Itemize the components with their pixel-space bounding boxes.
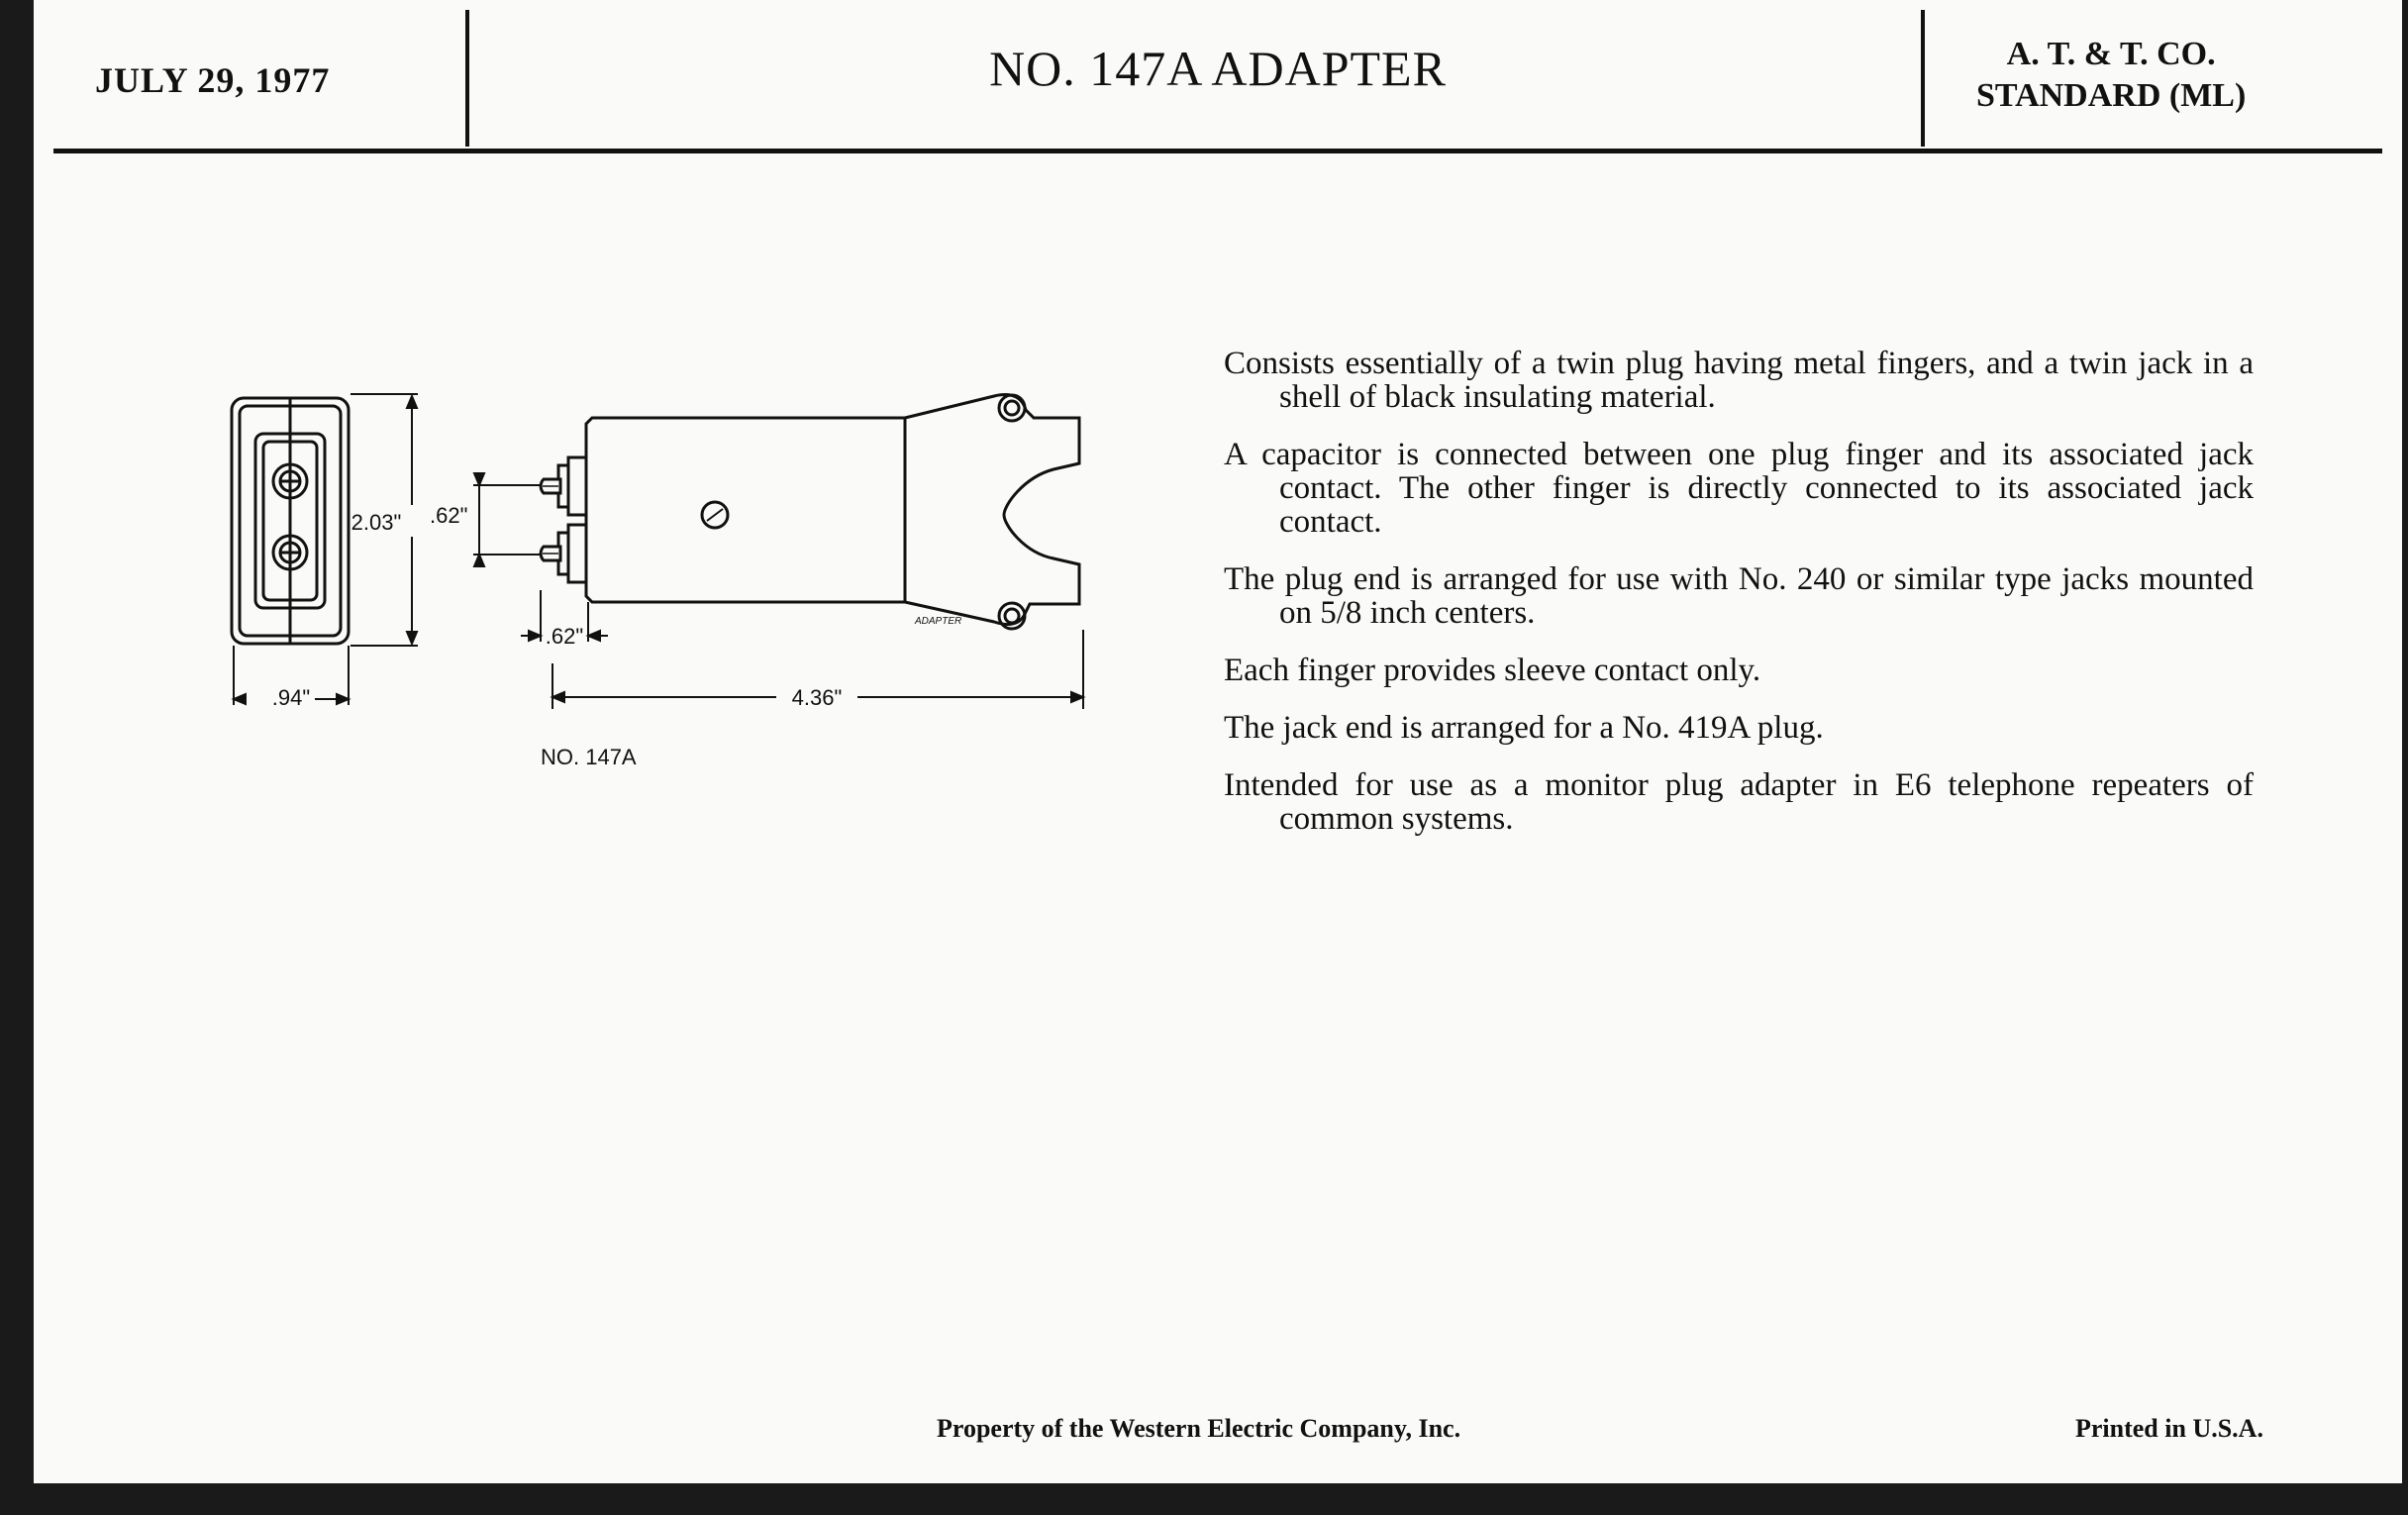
description bbox=[1224, 347, 2254, 859]
spec-card bbox=[34, 0, 2402, 1483]
standard-line-1: A. T. & T. CO. bbox=[2006, 36, 2216, 72]
dim-width-label: .94" bbox=[271, 685, 311, 710]
dim-pin-spacing-label: .62" bbox=[430, 503, 468, 528]
end-view bbox=[232, 398, 349, 644]
dim-total-length-label: 4.36" bbox=[791, 685, 843, 710]
dim-height-label: 2.03" bbox=[351, 510, 402, 535]
dim-pin-spacing-lines bbox=[473, 473, 541, 566]
shell-screw-top-icon bbox=[999, 395, 1025, 421]
footer-printed: Printed in U.S.A. bbox=[2075, 1414, 2263, 1443]
body-label: ADAPTER bbox=[915, 616, 962, 627]
header-date: JULY 29, 1977 bbox=[95, 60, 331, 100]
description-paragraph: Consists essentially of a twin plug having metal fingers, and a twin jack in a shell of black insulating material. bbox=[1224, 346, 2254, 415]
header-divider-right bbox=[1921, 10, 1925, 147]
description-paragraph: Intended for use as a monitor plug adapter in E6 telephone repeaters of common systems. bbox=[1224, 767, 2254, 837]
jack-shell bbox=[905, 395, 1079, 625]
page-title: NO. 147A ADAPTER bbox=[989, 41, 1447, 96]
standard-line-2: STANDARD (ML) bbox=[1976, 77, 2247, 114]
header-standard bbox=[1976, 34, 2246, 117]
adapter-body bbox=[586, 418, 905, 602]
header-rule bbox=[53, 149, 2382, 153]
footer-property: Property of the Western Electric Company, Inc. bbox=[937, 1414, 1461, 1443]
description-paragraph: Each finger provides sleeve contact only. bbox=[1224, 653, 1761, 688]
dim-pin-length-label: .62" bbox=[545, 624, 584, 649]
description-paragraph: The jack end is arranged for a No. 419A plug. bbox=[1224, 710, 1824, 746]
body-screw-icon bbox=[702, 502, 728, 528]
adapter-drawing bbox=[182, 366, 1113, 782]
drawing-caption: NO. 147A bbox=[541, 745, 637, 769]
description-paragraph: The plug end is arranged for use with No. 240 or similar type jacks mounted on 5/8 inch centers. bbox=[1224, 561, 2254, 631]
description-paragraph: A capacitor is connected between one plug finger and its associated jack contact. The other finger is directly connected to its associated jack contact. bbox=[1224, 437, 2254, 540]
plug-pins bbox=[541, 457, 586, 582]
